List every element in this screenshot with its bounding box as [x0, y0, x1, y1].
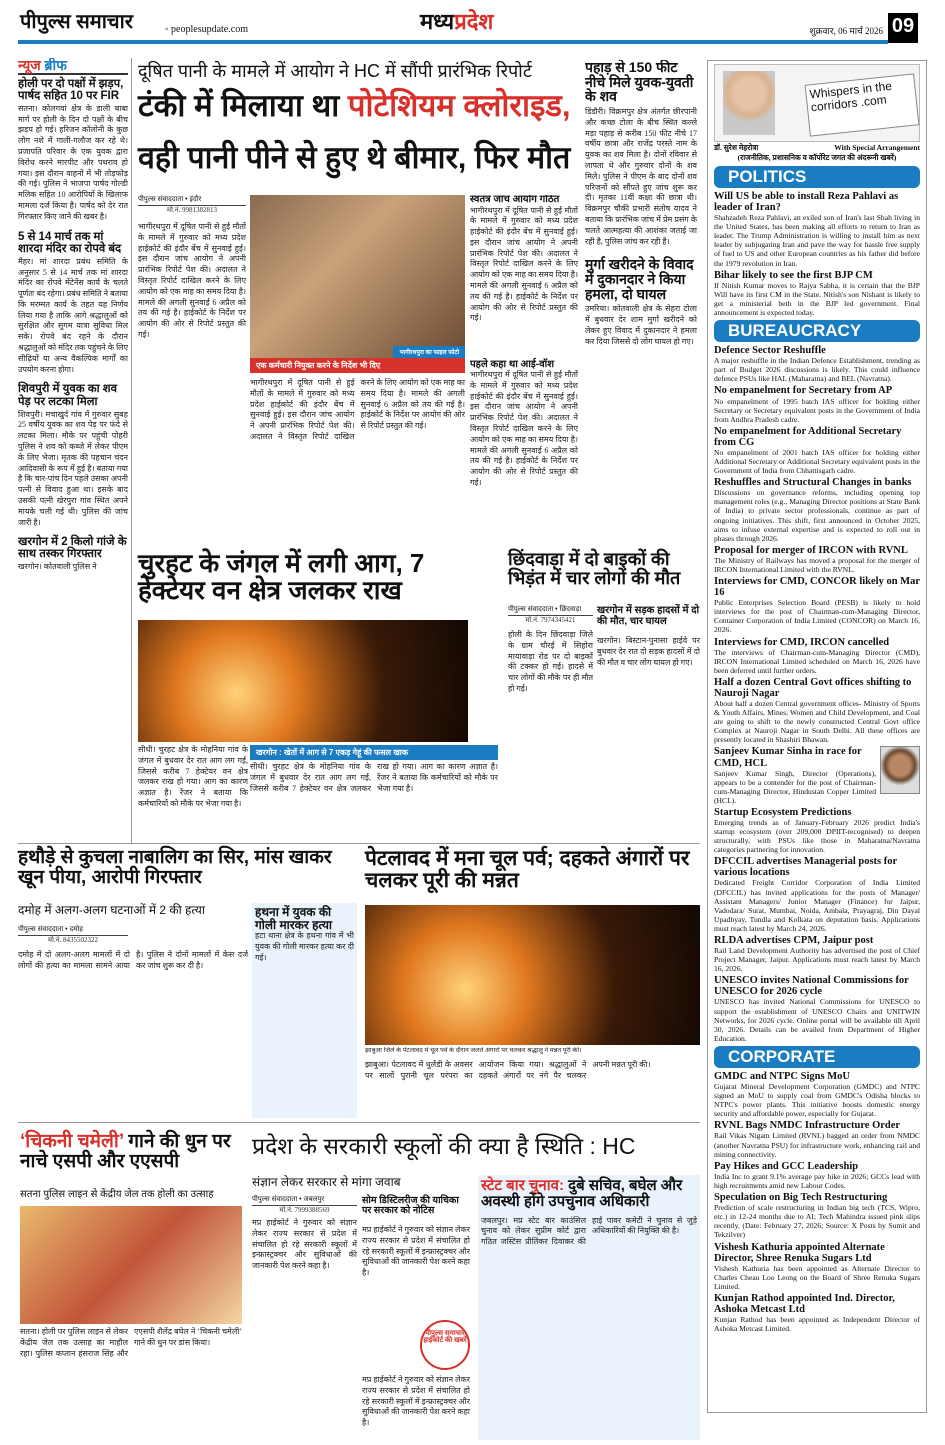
whisper-item	[714, 746, 920, 804]
whisper-item	[714, 191, 920, 268]
whispers-credits	[714, 143, 920, 153]
whisper-body: Prediction of scale restructuring in Indian big tech (TCS, Wipro, etc.) in 12-24 months due to AI; Tech Mahindra issued pink slips recently. (Date: February 27, 2026; Source: X Posts by Sumit and Tekzilver)	[714, 1203, 920, 1240]
chikni-subhead: सतना पुलिस लाइन से केंद्रीय जेल तक होली का उत्साह	[20, 1189, 214, 1200]
petlawad-headline: पेटलावद में मना चूल पर्व; दहकते अंगारों पर चलकर पूरी की मन्नत	[365, 847, 690, 893]
person-photo	[880, 746, 920, 794]
date: शुक्रवार, 06 मार्च 2026	[809, 26, 883, 36]
brief-item	[18, 383, 128, 528]
website-text: peoplesupdate.com	[171, 24, 248, 35]
brief-item	[18, 78, 128, 223]
whisper-headline: Bihar likely to see the first BJP CM	[714, 269, 873, 281]
whisper-body: Emerging trends as of January-February 2026 predict India's startup ecosystem (over 209,000 DPIIT-recognised) to deepen structurally, with PSUs like those in Maharatna/Navratna categories partnering for innovation.	[714, 817, 920, 855]
schools-headline: प्रदेश के सरकारी स्कूलों की क्या है स्थिति : HC	[252, 1133, 636, 1159]
whisper-headline: Will US be able to install Reza Pahlavi as leader of Iran?	[714, 191, 899, 214]
hathoda-body: दमोह में दो अलग-अलग मामलों में दो लोगों की हत्या का मामला सामने आया है। पुलिस ने दोनों मामलों में केस दर्ज कर जांच शुरू कर दी है।	[18, 950, 248, 970]
header-rule	[18, 40, 888, 44]
whisper-headline: Reshuffles and Structural Changes in banks	[714, 477, 912, 489]
side-body: उमरिया। कोतवाली क्षेत्र के सेहरा टोला में बुधवार देर शाम मुर्गा खरीदने को लेकर हुए विवाद में दुकानदार ने हमला कर दिया जिससे दो लोग घायल हो गए।	[585, 304, 697, 346]
fire-headline: चुरहट के जंगल में लगी आग, 7 हेक्टेयर वन क्षेत्र जलकर राख	[138, 548, 425, 606]
whisper-body: Dedicated Freight Corridor Corporation of India Limited (DFCCIL) has invited applications for the posts of Manager/ Assistant Managers/ Junior Manager (Finance) for Jaipur, Vadodara/ Surat, Mumbai, Noida, Ambala, Prayagraj, Din Dayal Upadhyay, Tundla and Kolkata on deputation basis. Applications must reach latest by March 24, 2026.	[714, 878, 920, 933]
whisper-body: The interviews of Chairman-cum-Managing Director (CMD), IRCON International Limited scheduled on March 16, 2026 have been deferred until further orders.	[714, 647, 920, 675]
whisper-headline: Sanjeev Kumar Sinha in race for CMD, HCL	[714, 746, 862, 769]
chikni-headline-a: ‘चिकनी चमेली’	[20, 1131, 124, 1152]
fire-photo	[138, 620, 468, 742]
whispers-sections	[714, 166, 920, 1333]
author-photo	[723, 71, 775, 135]
whisper-body: Kunjan Rathod has been appointed as Independent Director of Ashoka Metcast Limited.	[714, 1314, 920, 1333]
lead-subhead: पहले कहा था आई-वॉश	[470, 358, 555, 370]
whisper-headline: Startup Ecosystem Predictions	[714, 806, 852, 818]
whisper-headline: No empanelment for Secretary from AP	[714, 385, 893, 397]
masthead-logo: पीपुल्स समाचार	[20, 11, 133, 33]
hathoda-subhead: दमोह में अलग-अलग घटनाओं में 2 की हत्या	[18, 903, 205, 917]
petlawad-photo	[365, 905, 700, 1045]
whispers-banner	[714, 64, 920, 142]
lead-byline-block	[138, 195, 246, 215]
whisper-body: Rail Land Development Authority has advertised the post of Chief Project Manager, Jaipur. Applications must reach latest by March 16, 2026.	[714, 946, 920, 974]
whisper-item	[714, 1192, 920, 1239]
whisper-item	[714, 677, 920, 745]
whisper-body: Gujarat Mineral Development Corporation (GMDC) and NTPC signed an MoU to supply coal from GMDC's Odisha blocks to NTPC's power plants. This initiative boosts domestic energy security and affordable power, especially for Gujarat.	[714, 1082, 920, 1119]
schools-byline-block	[252, 1195, 357, 1215]
whisper-item	[714, 935, 920, 973]
whisper-body: Rail Vikas Nigam Limited (RVNL) bagged an order from NMDC (another Navratna PSU) for infrastructure work, enhancing rail and mining connectivity.	[714, 1131, 920, 1159]
byline: पीपुल्स संवाददाता • छिंदवाड़ा	[508, 605, 593, 616]
hathna-body: हटा थाना क्षेत्र के हथना गांव में भी युवक की गोली मारकर हत्या कर दी गई।	[255, 931, 354, 962]
whisper-headline: Vishesh Kathuria appointed Alternate Director, Shree Renuka Sugars Ltd	[714, 1241, 885, 1264]
mobile-number: मो.नं. 8435502322	[47, 936, 99, 944]
chikni-photo	[20, 1206, 242, 1324]
whisper-headline: Proposal for merger of IRCON with RVNL	[714, 544, 908, 556]
whisper-item	[714, 1120, 920, 1158]
whisper-item	[714, 1161, 920, 1190]
schools-subhead: संज्ञान लेकर सरकार से मांगा जवाब	[252, 1175, 401, 1189]
lead-kicker: दूषित पानी के मामले में आयोग ने HC में सौंपी प्रारंभिक रिपोर्ट	[138, 61, 532, 81]
brief-title-a: न्यूज	[18, 58, 41, 73]
whisper-item	[714, 345, 920, 383]
lead-caption: एक कर्मचारी नियुक्त करने के निर्देश भी दिए	[250, 358, 465, 373]
lead-headline-b: पोटेशियम क्लोराइड,	[347, 88, 571, 123]
som-box-headline: सोम डिस्टिलरीज की याचिका पर सरकार को नोटिस	[362, 1195, 459, 1216]
chhindwara-body: होली के दिन छिंदवाड़ा जिले के ग्राम चौरई में सिहोरा मायावाड़ा रोड पर दो बाइकों की टक्कर हो गई। हादसे में चार लोगों की मौके पर ही मौत हो गई।	[508, 630, 593, 693]
brief-body: शिवपुरी। मचाखुर्द गांव में गुरुवार सुबह 25 वर्षीय युवक का शव पेड़ पर फंदे से लटका मिला। मौके पर पहुंची पोहरी पुलिस ने शव को कब्जे में लेकर पीएम के लिए भेजा। मृतक की पहचान चंदन आदिवासी के रूप में हुई है। बताया गया है कि चार-पांच दिन पहले उसका अपनी पत्नी से विवाद हुआ था। इसके बाद उसकी पत्नी खेरपुरा गांव स्थित अपने मायके चली गई थी। पुलिस की जांच जारी है।	[18, 409, 128, 527]
whisper-headline: No empanelment for Additional Secretary from CG	[714, 425, 902, 448]
whisper-headline: Speculation on Big Tech Restructuring	[714, 1192, 888, 1204]
section-title-b: प्रदेश	[454, 9, 494, 34]
brief-headline: होली पर दो पक्षों में झड़प, पार्षद सहित 10 पर FIR	[18, 77, 124, 102]
side-headline: पहाड़ से 150 फीट नीचे मिले युवक-युवती के शव	[585, 60, 694, 105]
lead-sub-body: भागीरथपुरा में दूषित पानी से हुई मौतों के मामले में गुरुवार को मध्य प्रदेश हाईकोर्ट की इंदौर बेंच में सुनवाई हुई। इस दौरान जांच आयोग ने अपनी प्रारंभिक रिपोर्ट पेश की। अदालत ने विस्तृत रिपोर्ट दाखिल करने के लिए आयोग को एक माह का समय दिया है। मामले की अगली सुनवाई 6 अप्रैल को तय की गई है। हाईकोर्ट के निर्देश पर आयोग की ओर से रिपोर्ट प्रस्तुत की गई।	[470, 370, 578, 487]
lead-headline-2: वही पानी पीने से हुए थे बीमार, फिर मौत	[138, 140, 571, 175]
mobile-number: मो.नं. 7974345421	[525, 616, 576, 624]
byline: पीपुल्स संवाददाता • जबलपुर	[252, 1195, 357, 1206]
hathoda-headline: हथौड़े से कुचला नाबालिग का सिर, मांस खाकर खून पीया, आरोपी गिरफ्तार	[18, 847, 332, 888]
side-body: डिंडौरी। विक्रमपुर क्षेत्र अंतर्गत छीरपानी और कच्छ टोला के बीच स्थित कल्ले मड़ा पहाड़ से करीब 150 फीट नीचे 17 वर्षीय छात्रा और राजेंद्र परस्ते नाम के युवक का शव मिला है। दोनों रविवार से लापता थे और गुरुवार दोनों के शव मिले। पुलिस ने पीएम के बाद दोनों शव परिजनों को सौंपते हुए जांच शुरू कर दी। मृतका 11वीं कक्षा की छात्रा थी। विक्रमपुर चौकी प्रभारी संतोष यादव ने बताया कि प्रारंभिक जांच में प्रेम प्रसंग के चलते आत्महत्या की आशंका जताई जा रही है, पुलिस जांच कर रही है।	[585, 107, 697, 246]
fire-caption: खरगोन : खेतों में आग से 7 एकड़ गेहूं की फसल खाक	[250, 745, 498, 760]
whisper-body: Discussions on governance reforms, including opening top management roles (e.g., Managing Director positions at State Bank of India) to private sector professionals, continue as part of ongoing initiatives. This shift, first announced in October 2025, aims to infuse external expertise and is expected to roll out in phases through 2026.	[714, 488, 920, 543]
chikni-headline	[20, 1132, 245, 1172]
row-divider	[18, 843, 700, 844]
lead-subhead: स्वतंत्र जांच आयोग गठित	[470, 195, 560, 205]
chikni-headline-b: गाने की धुन पर नाचे एसपी और एएसपी	[20, 1131, 231, 1172]
whisper-item	[714, 856, 920, 933]
page-number: 09	[888, 13, 918, 43]
whisper-body: No empanelment of 1995 batch IAS officer for holding either Secretary or Secretary equivalent posts in the Government of India from Andhra Pradesh cadre.	[714, 396, 920, 424]
chhindwara-headline: छिंदवाड़ा में दो बाइकों की भिड़ंत में चार लोगों की मौत	[508, 549, 681, 588]
brief-body: खरगोन। कोतवाली पुलिस ने	[18, 562, 97, 572]
whisper-item	[714, 1071, 920, 1118]
whisper-item	[714, 807, 920, 854]
lead-headline-a: टंकी में मिलाया था	[138, 88, 348, 123]
statebar-box	[478, 1175, 700, 1440]
byline: पीपुल्स संवाददाता • दमोह	[18, 925, 128, 936]
news-brief-column	[18, 58, 128, 843]
whisper-headline: Kunjan Rathod appointed Ind. Director, Ashoka Metcast Ltd	[714, 1292, 895, 1315]
brief-item	[18, 231, 128, 376]
whisper-headline: Half a dozen Central Govt offices shifting to Nauroji Nagar	[714, 676, 912, 699]
whisper-headline: GMDC and NTPC Signs MoU	[714, 1071, 850, 1083]
khargone-body: खरगोन। बिस्टान-पुनासा हाईवे पर बुधवार देर रात दो सड़क हादसों में दो की मौत व चार लोग घायल हो गए।	[597, 636, 700, 667]
whisper-body: UNESCO has invited National Commissions for UNESCO to support the establishment of UNESCO Chairs and UNITWIN Networks, for 2026 cycle. Online portal will be available till April 30, 2026. Details can be availed from Department of Higher Education.	[714, 997, 920, 1043]
section-header-politics: POLITICS	[714, 166, 920, 188]
lead-sub-body: भागीरथपुरा में दूषित पानी से हुई मौतों के मामले में गुरुवार को मध्य प्रदेश हाईकोर्ट की इंदौर बेंच में सुनवाई हुई। इस दौरान जांच आयोग ने अपनी प्रारंभिक रिपोर्ट पेश की। अदालत ने विस्तृत रिपोर्ट दाखिल करने के लिए आयोग को एक माह का समय दिया है। मामले की अगली सुनवाई 6 अप्रैल को तय की गई है। हाईकोर्ट के निर्देश पर आयोग की ओर से रिपोर्ट प्रस्तुत की गई।	[470, 205, 578, 323]
whisper-headline: RVNL Bags NMDC Infrastructure Order	[714, 1120, 901, 1132]
lead-body: भागीरथपुरा में दूषित पानी से हुई मौतों के मामले में गुरुवार को मध्य प्रदेश हाईकोर्ट की इंदौर बेंच में सुनवाई हुई। इस दौरान जांच आयोग ने अपनी प्रारंभिक रिपोर्ट पेश की। अदालत ने विस्तृत रिपोर्ट दाखिल करने के लिए आयोग को एक माह का समय दिया है। मामले की अगली सुनवाई 6 अप्रैल को तय की गई है। हाईकोर्ट के निर्देश पर आयोग की ओर से रिपोर्ट प्रस्तुत की गई।	[138, 222, 246, 339]
hathna-headline: हथना में युवक की गोली मारकर हत्या	[255, 905, 333, 932]
whisper-body: Sanjeev Kumar Singh, Director (Operations), appears to be a contender for the post of Chairman-cum-Managing Director, Hindustan Copper Limited (HCL).	[714, 768, 876, 805]
whisper-headline: Pay Hikes and GCC Leadership	[714, 1160, 859, 1172]
som-body-cont: मप्र हाईकोर्ट ने गुरुवार को संज्ञान लेकर राज्य सरकार से प्रदेश में संचालित हो रहे सरकारी स्कूलों में इन्फ्रास्ट्रक्चर और सुविधाओं की जानकारी पेश करने कहा है।	[362, 1375, 470, 1428]
whisper-item	[714, 1242, 920, 1291]
brief-headline: खरगोन में 2 किलो गांजे के साथ तस्कर गिरफ्तार	[18, 536, 127, 561]
statebar-headline-a: स्टेट बार चुनाव:	[481, 1177, 564, 1194]
chhindwara-byline-block	[508, 605, 593, 625]
chikni-body: सतना। होली पर पुलिस लाइन से लेकर केंद्रीय जेल तक उत्साह का माहौल रहा। पुलिस कप्तान हंसराज सिंह और एएसपी शैलेंद्र बघेल ने ‘चिकनी चमेली’ गाने की धुन पर डांस किया।	[20, 1327, 242, 1358]
hathna-box	[252, 903, 357, 1118]
whisper-headline: Interviews for CMD, IRCON cancelled	[714, 636, 890, 648]
whisper-headline: DFCCIL advertises Managerial posts for various locations	[714, 856, 897, 879]
brief-body: सतना। कोलगवां क्षेत्र के डाली बाबा मार्ग पर होली के दिन दो पक्षों के बीच झड़प हो गई। हरिजन कॉलोनी के कुछ लोग नशे में गाली-गलौज कर रहे थे। प्रजापति परिवार के एक युवक द्वारा विरोध करने मारपीट और पथराव हो गया। इस दौरान वाहनों में भी तोड़फोड़ की गई। पुलिस ने भाजपा पार्षद गोल्डी मलिक सहित 10 आरोपियों के खिलाफ मामला दर्ज किया है। पार्षद को देर रात गिरफ्तार किए जाने की खबर है।	[18, 103, 128, 221]
side-stories	[585, 60, 697, 540]
whisper-item	[714, 477, 920, 543]
brief-headline: 5 से 14 मार्च तक मां शारदा मंदिर का रोपवे बंद	[18, 230, 122, 255]
byline: पीपुल्स संवाददाता • इंदौर	[138, 195, 246, 206]
news-brief-title	[18, 58, 128, 75]
whispers-logo: Whispers in the corridors .com	[805, 73, 920, 136]
section-header-corporate: CORPORATE	[714, 1046, 920, 1068]
whisper-item	[714, 637, 920, 675]
whisper-headline: Defence Sector Reshuffle	[714, 345, 826, 357]
khargone-subhead: खरगोन में सड़क हादसों में दो की मौत, चार घायल	[597, 605, 700, 627]
petlawad-caption: झाबुआ जिले के पेटलावद में चूल पर्व के दौरान जलते अंगारों पर चलकर श्रद्धालु ने मन्नत पूरी की।	[365, 1047, 582, 1054]
fire-body-cont: सीधी। चुरहट क्षेत्र के मोहनिया गांव के जंगल में बुधवार देर रात आग लग गई, जिससे करीब 7 हेक्टेयर वन क्षेत्र जलकर राख हो गया। आग का कारण अज्ञात है। रेंजर ने बताया कि कर्मचारियों को मौके पर भेजा गया है।	[250, 762, 498, 793]
lead-sidebar	[470, 195, 578, 540]
whisper-item	[714, 1293, 920, 1333]
whisper-body: If Nitish Kumar moves to Rajya Sabha, it is certain that the BJP Will have its first CM in the State. Nitish's son Nishant is likely to get a ministerial beth in the BJP led government. Final announcement is expected today.	[714, 280, 920, 318]
column-divider	[131, 58, 132, 843]
whisper-body: India Inc to grant 9.1% average pay hike in 2026; GCCs lead with high recruitments amid new Labour Codes.	[714, 1171, 920, 1190]
whisper-body: About half a dozen Central government offices- Ministry of Sports & Youth Affairs, Mines, Women and Child Development, and Coal are going to shift to the newly constructed Central Govt office Complex at Nauroji Nagar in South Delhi. All these offices are presently located in Shashiri Bhawan.	[714, 698, 920, 745]
section-title	[420, 10, 493, 33]
whisper-item	[714, 385, 920, 423]
whisper-item	[714, 545, 920, 574]
website-link[interactable]: ◦ peoplesupdate.com	[165, 24, 248, 35]
whisper-headline: RLDA advertises CPM, Jaipur post	[714, 935, 874, 947]
row-divider	[18, 1122, 700, 1123]
statebar-body: जबलपुर। मप्र स्टेट बार काउंसिल चुनाव को लेकर सुप्रीम कोर्ट द्वारा गठित जस्टिस प्रीतिंकर दिवाकर की हाई पावर कमेटी ने चुनाव से जुड़े अधिकारियों की नियुक्ति की है।	[481, 1215, 697, 1247]
statebar-headline-b: दुबे सचिव, बघेल और अवस्थी होंगे उपचुनाव अधिकारी	[481, 1177, 683, 1210]
mobile-number: मो.नं. 7999388569	[279, 1206, 330, 1214]
brief-body: मैहर। मां शारदा प्रबंध समिति के अनुसार 5 से 14 मार्च तक मां शारदा मंदिर का रोपवे मेंटेनेंस कार्य के चलते पूर्णतः बंद रहेगा। प्रबंध समिति ने बताया कि मरम्मत कार्य के तहत यह निर्णय लिया गया है ताकि आगे श्रद्धालुओं को सुरक्षित और सुगम यात्रा सुविधा मिल सके। रोपवे बंद रहने के दौरान श्रद्धालुओं को मंदिर तक पहुंचने के लिए सीढ़ियों या अन्य वैकल्पिक मार्गों का उपयोग करना होगा।	[18, 256, 128, 374]
section-title-a: मध्य	[420, 9, 455, 34]
hc-news-stamp: पीपुल्स समाचार हाईकोर्ट की खबरें	[420, 1320, 470, 1370]
whispers-column	[707, 60, 927, 1413]
whisper-item	[714, 975, 920, 1043]
whisper-item	[714, 426, 920, 475]
hathoda-byline-block	[18, 925, 128, 945]
whisper-body: Vishesh Kathuria has been appointed as Alternate Director to Charles Cheau Loo Leong on the Board of Shree Renuka Sugars Limited.	[714, 1263, 920, 1291]
side-headline: मुर्गा खरीदने के विवाद में दुकानदार ने किया हमला, दो घायल	[585, 256, 694, 302]
lead-photo	[250, 195, 465, 358]
som-body: मप्र हाईकोर्ट ने गुरुवार को संज्ञान लेकर राज्य सरकार से प्रदेश में संचालित हो रहे सरकारी स्कूलों में इन्फ्रास्ट्रक्चर और सुविधाओं की जानकारी पेश करने कहा है।	[362, 1225, 470, 1278]
whisper-item	[714, 270, 920, 317]
whisper-body: A major reshuffle in the Indian Defence Establishment, trending as part of Budget 2026 discussions is likely. This could influence defence PSUs like HAL (Maharatna) and BEL (Navratna).	[714, 356, 920, 384]
schools-body: मप्र हाईकोर्ट ने गुरुवार को संज्ञान लेकर राज्य सरकार से प्रदेश में संचालित हो रहे सरकारी स्कूलों में इन्फ्रास्ट्रक्चर और सुविधाओं की जानकारी पेश करने कहा है।	[252, 1218, 357, 1271]
lead-headline	[138, 90, 578, 123]
mobile-number: मो.नं. 9981382813	[166, 206, 218, 214]
whisper-body: The Ministry of Railways has moved a proposal for the merger of IRCON International Limited with the RVNL.	[714, 555, 920, 574]
whisper-body: No empanelment of 2001 batch IAS officer for holding either Additional Secretary or Additional Secretary equivalent posts in the Government of India from Chhattisgarh cadre.	[714, 447, 920, 476]
author-name: डॉ. सुरेश मेहरोत्रा	[714, 143, 759, 152]
photo-credit: भागीरथपुरा का फाइल फोटो	[393, 346, 465, 358]
brief-headline: शिवपुरी में युवक का शव पेड़ पर लटका मिला	[18, 383, 117, 408]
petlawad-body: झाबुआ। पेटलावद में धुलेंडी के अवसर पर सालों पुरानी चूल परंपरा का आयोजन किया गया। श्रद्धालुओं ने दहकते अंगारों पर नंगे पैर चलकर अपनी मन्नत पूरी की।	[365, 1060, 651, 1080]
whisper-item	[714, 576, 920, 634]
whisper-body: Public Enterprises Selection Board (PESB) is likely to hold interviews for the post of Chairman-cum-Managing Director, Container Corporation of India Limited (CONCOR) on March 16, 2026.	[714, 598, 920, 635]
whispers-tagline: (राजनीतिक, प्रशासनिक व कॉर्पोरेट जगत की अंदरूनी खबरें)	[737, 153, 897, 162]
whisper-headline: UNESCO invites National Commissions for UNESCO for 2026 cycle	[714, 975, 909, 998]
whisper-body: Shahzadeh Reza Pahlavi, an exiled son of Iran's last Shah living in the United States, has been making all efforts to return to Iran as leader. The Trump Administration is willing to install him as next leader by subjugating Iran and pave the way for hassle free supply of fuel to US and other European countries as his father did before the 1979 revolution in Iran.	[714, 213, 920, 268]
whisper-headline: Interviews for CMD, CONCOR likely on Mar 16	[714, 576, 920, 599]
lead-body-cont: भागीरथपुरा में दूषित पानी से हुई मौतों के मामले में गुरुवार को मध्य प्रदेश हाईकोर्ट की इंदौर बेंच में सुनवाई हुई। इस दौरान जांच आयोग ने अपनी प्रारंभिक रिपोर्ट पेश की। अदालत ने विस्तृत रिपोर्ट दाखिल करने के लिए आयोग को एक माह का समय दिया है। मामले की अगली सुनवाई 6 अप्रैल को तय की गई है। हाईकोर्ट के निर्देश पर आयोग की ओर से रिपोर्ट प्रस्तुत की गई।	[250, 378, 465, 441]
brief-item	[18, 536, 128, 573]
arrangement-text: With Special Arrangement	[834, 143, 920, 152]
section-header-bureaucracy: BUREAUCRACY	[714, 320, 920, 342]
fire-body: सीधी। चुरहट क्षेत्र के मोहनिया गांव के जंगल में बुधवार देर रात आग लग गई, जिससे करीब 7 हेक्टेयर वन क्षेत्र जलकर राख हो गया। आग का कारण अज्ञात है। रेंजर ने बताया कि कर्मचारियों को मौके पर भेजा गया है।	[138, 745, 248, 808]
brief-title-b: ब्रीफ	[44, 58, 67, 73]
